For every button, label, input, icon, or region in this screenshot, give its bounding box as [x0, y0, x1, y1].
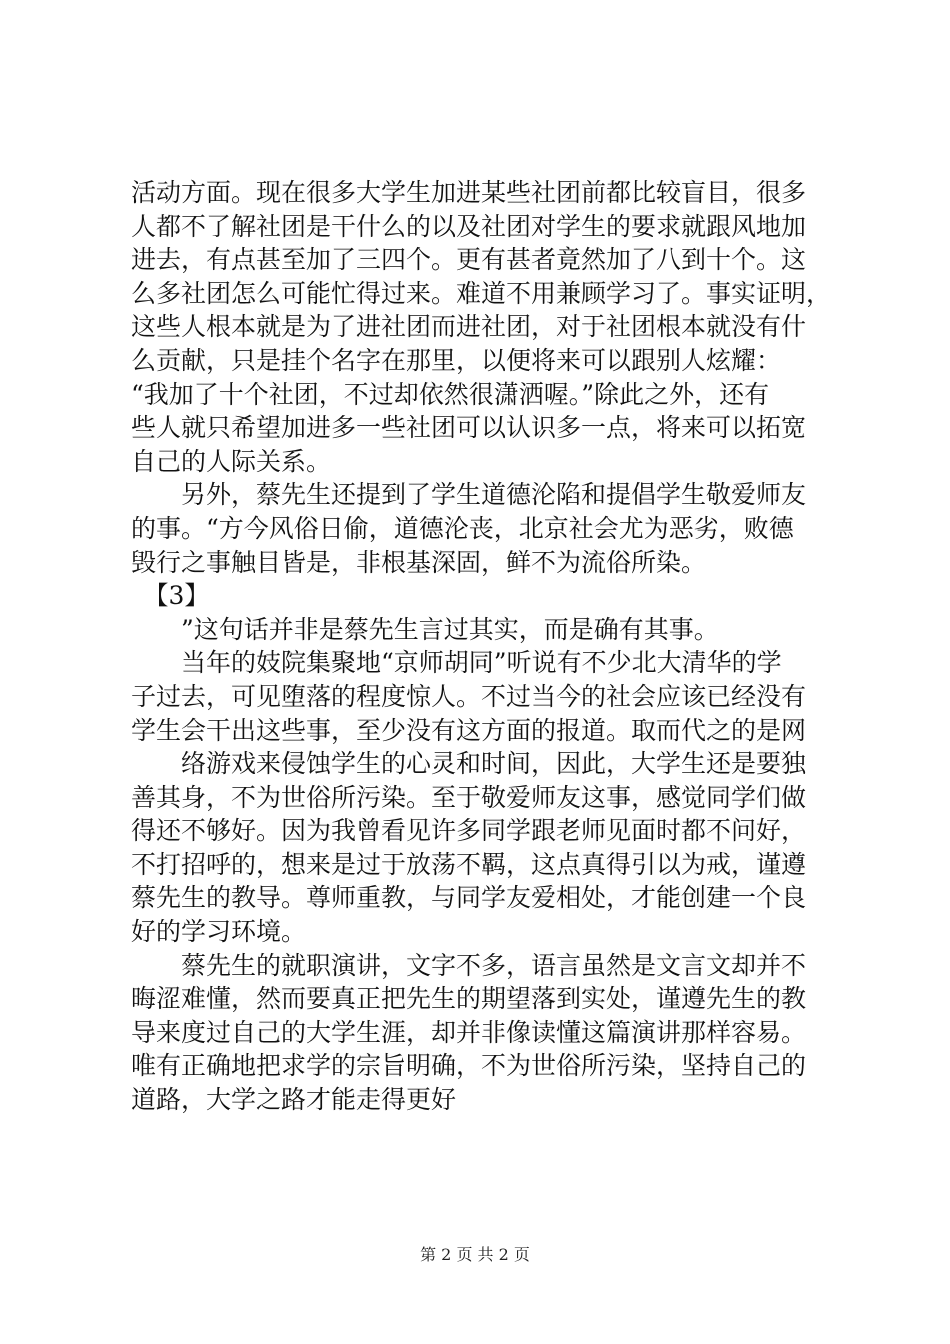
text-line: 另外，蔡先生还提到了学生道德沦陷和提倡学生敬爱师友 [131, 480, 807, 510]
text-line: 么多社团怎么可能忙得过来。难道不用兼顾学习了。事实证明， [131, 278, 832, 308]
text-line: 络游戏来侵蚀学生的心灵和时间，因此，大学生还是要独 [131, 749, 807, 779]
text-line: 子过去，可见堕落的程度惊人。不过当今的社会应该已经没有 [131, 681, 807, 711]
text-line: 导来度过自己的大学生涯，却并非像读懂这篇演讲那样容易。 [131, 1017, 807, 1047]
text-line: 道路，大学之路才能走得更好 [131, 1085, 457, 1115]
text-line: 善其身，不为世俗所污染。至于敬爱师友这事，感觉同学们做 [131, 782, 807, 812]
text-line: 毁行之事触目皆是，非根基深固，鲜不为流俗所染。 [131, 547, 707, 577]
text-line: 人都不了解社团是干什么的以及社团对学生的要求就跟风地加 [131, 211, 807, 241]
text-line: 自己的人际关系。 [131, 446, 332, 476]
text-line: 好的学习环境。 [131, 917, 307, 947]
document-body [131, 176, 831, 1117]
text-line: 这些人根本就是为了进社团而进社团，对于社团根本就没有什 [131, 312, 807, 342]
page-footer [0, 1245, 950, 1265]
text-line: 当年的妓院集聚地“京师胡同”听说有不少北大清华的学 [131, 648, 782, 678]
text-line: 的事。“方今风俗日偷，道德沦丧，北京社会尤为恶劣，败德 [131, 513, 794, 543]
text-line: 唯有正确地把求学的宗旨明确，不为世俗所污染，坚持自己的 [131, 1051, 807, 1081]
text-line: 进去，有点甚至加了三四个。更有甚者竟然加了八到十个。这 [131, 245, 807, 275]
page-number-label: 第 2 页 共 2 页 [420, 1245, 530, 1264]
text-line: 活动方面。现在很多大学生加进某些社团前都比较盲目，很多 [131, 178, 807, 207]
text-line: 么贡献，只是挂个名字在那里，以便将来可以跟别人炫耀： [131, 345, 782, 375]
text-line: 不打招呼的，想来是过于放荡不羁，这点真得引以为戒，谨遵 [131, 849, 807, 879]
text-line: 蔡先生的教导。尊师重教，与同学友爱相处，才能创建一个良 [131, 883, 807, 913]
section-marker: 【3】 [131, 581, 210, 611]
text-line: 学生会干出这些事，至少没有这方面的报道。取而代之的是网 [131, 715, 807, 745]
text-line: ”这句话并非是蔡先生言过其实，而是确有其事。 [131, 614, 719, 644]
text-line: 些人就只希望加进多一些社团可以认识多一点，将来可以拓宽 [131, 413, 807, 443]
text-line: 晦涩难懂，然而要真正把先生的期望落到实处，谨遵先生的教 [131, 984, 807, 1014]
text-line: 得还不够好。因为我曾看见许多同学跟老师见面时都不问好， [131, 816, 807, 846]
text-line: “我加了十个社团，不过却依然很潇洒喔。”除此之外，还有 [131, 379, 770, 409]
text-line: 蔡先生的就职演讲，文字不多，语言虽然是文言文却并不 [131, 950, 807, 980]
